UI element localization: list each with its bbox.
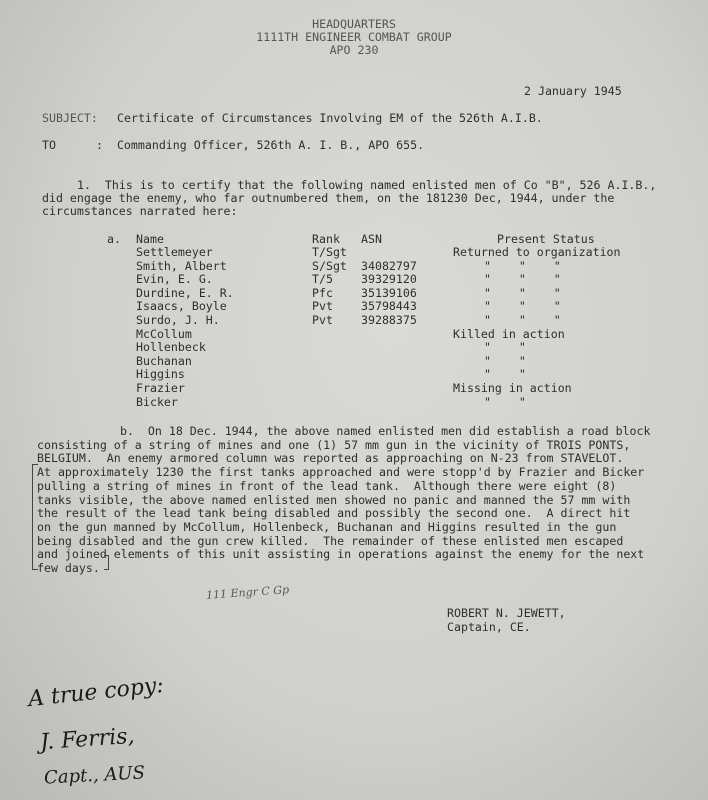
- cell-asn: 35798443: [361, 299, 417, 314]
- to-text: : Commanding Officer, 526th A. I. B., APO 655.: [96, 138, 425, 152]
- handwritten-signature: J. Ferris,: [39, 723, 136, 756]
- cell-name: Isaacs, Boyle: [136, 299, 227, 314]
- cell-rank: S/Sgt: [312, 258, 347, 273]
- cell-name: Settlemeyer: [136, 245, 213, 259]
- cell-status: " " ": [484, 272, 561, 287]
- margin-note: 111 Engr C Gp: [205, 583, 290, 602]
- para1-line-3: circumstances narrated here:: [42, 204, 238, 218]
- para2-line-5: pulling a string of mines in front of the lead tank. Although there were eight (8): [37, 478, 617, 493]
- cell-status: " ": [484, 353, 526, 368]
- cell-name: Hollenbeck: [136, 340, 206, 355]
- header-rank: Rank: [312, 232, 340, 246]
- document-date: 2 January 1945: [524, 84, 622, 98]
- cell-asn: 35139106: [361, 285, 417, 300]
- para2-line-7: the result of the lead tank being disabled and possibly the second one. A direct hit: [37, 506, 631, 521]
- cell-name: Bicker: [136, 394, 178, 409]
- bracket-left: [32, 464, 38, 570]
- cell-name: Surdo, J. H.: [136, 313, 220, 327]
- cell-name: McCollum: [136, 326, 192, 341]
- cell-asn: 39288375: [361, 313, 417, 327]
- bracket-right: [104, 555, 109, 570]
- cell-asn: 39329120: [361, 272, 417, 287]
- table-item-label: a.: [107, 232, 121, 246]
- cell-status: " " ": [484, 313, 561, 327]
- header-asn: ASN: [361, 232, 382, 246]
- para2-line-8: on the gun manned by McCollum, Hollenbeck, Buchanan and Higgins resulted in the gun: [37, 519, 617, 534]
- header-line-2: 1111TH ENGINEER COMBAT GROUP: [256, 30, 452, 44]
- cell-status: Killed in action: [453, 326, 565, 341]
- para2-line-4: At approximately 1230 the first tanks approached and were stopp'd by Frazier and Bicker: [37, 465, 645, 480]
- para2-line-3: BELGIUM. An enemy armored column was reported as approaching on N-23 from STAVELOT.: [37, 451, 624, 466]
- para1-line-2: did engage the enemy, who far outnumbered them, on the 181230 Dec, 1944, under the: [42, 191, 615, 205]
- para1-line-1: 1. This is to certify that the following named enlisted men of Co "B", 526 A.I.B.,: [77, 178, 657, 192]
- para2-line-1: b. On 18 Dec. 1944, the above named enlisted men did establish a road block: [120, 424, 651, 438]
- para2-line-6: tanks visible, the above named enlisted men showed no panic and manned the 57 mm with: [37, 492, 631, 507]
- header-line-3: APO 230: [329, 43, 379, 57]
- cell-status: " ": [484, 394, 526, 409]
- cell-status: " ": [484, 367, 526, 382]
- cell-name: Durdine, E. R.: [136, 285, 234, 300]
- cell-rank: Pvt: [312, 313, 333, 327]
- cell-status: Returned to organization: [453, 245, 621, 259]
- cell-rank: T/5: [312, 272, 333, 287]
- cell-status: Missing in action: [453, 381, 572, 395]
- cell-status: " " ": [484, 299, 561, 314]
- cell-name: Evin, E. G.: [136, 272, 213, 287]
- para2-line-9: being disabled and the gun crew killed. The remainder of these enlisted men escaped: [37, 533, 624, 548]
- cell-status: " " ": [484, 258, 561, 273]
- cell-asn: 34082797: [361, 258, 417, 273]
- cell-rank: Pvt: [312, 299, 333, 314]
- handwritten-rank: Capt., AUS: [43, 762, 146, 789]
- cell-rank: T/Sgt: [312, 245, 347, 259]
- cell-name: Higgins: [136, 367, 185, 382]
- para2-line-10: and joined elements of this unit assisting in operations against the enemy for the next: [37, 547, 645, 562]
- cell-name: Smith, Albert: [136, 258, 227, 273]
- handwritten-true-copy: A true copy:: [27, 672, 165, 713]
- cell-name: Frazier: [136, 381, 185, 395]
- para2-line-11: few days.: [37, 561, 100, 575]
- cell-status: " " ": [484, 285, 561, 300]
- header-name: Name: [136, 232, 164, 246]
- signature-name: ROBERT N. JEWETT,: [447, 606, 566, 620]
- signature-title: Captain, CE.: [447, 620, 531, 634]
- to-label: TO: [42, 138, 56, 152]
- cell-rank: Pfc: [312, 285, 333, 300]
- subject-label: SUBJECT:: [42, 111, 98, 125]
- para2-line-2: consisting of a string of mines and one (1) 57 mm gun in the vicinity of TROIS PONTS,: [37, 437, 631, 452]
- cell-name: Buchanan: [136, 353, 192, 368]
- cell-status: " ": [484, 340, 526, 355]
- subject-text: Certificate of Circumstances Involving EM of the 526th A.I.B.: [117, 111, 543, 125]
- header-line-1: HEADQUARTERS: [312, 17, 396, 31]
- header-status: Present Status: [497, 232, 595, 246]
